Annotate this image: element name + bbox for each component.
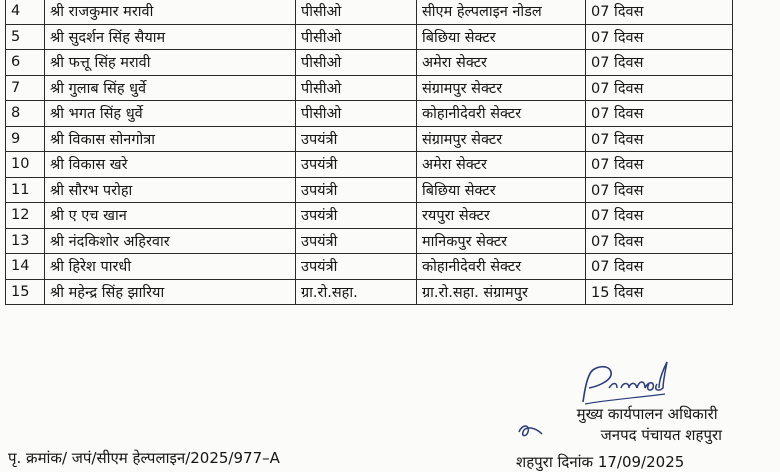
assigned-sector-cell: बिछिया सेक्टर: [417, 177, 586, 203]
table-row: [6, 279, 733, 305]
assigned-sector-cell: अमेरा सेक्टर: [417, 50, 586, 76]
designation-cell: उपयंत्री: [296, 177, 417, 203]
designation-cell: पीसीओ: [296, 50, 417, 76]
designation-cell: उपयंत्री: [296, 152, 417, 178]
assigned-sector-cell: कोहानीदेवरी सेक्टर: [417, 254, 586, 280]
roster-body: [6, 0, 733, 305]
officer-name-cell: श्री विकास खरे: [45, 152, 296, 178]
document-date: शहपुरा दिनांक 17/09/2025: [516, 453, 685, 471]
serial-number-cell: 7: [6, 75, 45, 101]
duration-cell: 07 दिवस: [586, 126, 733, 152]
duration-cell: 07 दिवस: [586, 254, 733, 280]
table-row: [6, 50, 733, 76]
designation-cell: उपयंत्री: [296, 254, 417, 280]
assigned-sector-cell: अमेरा सेक्टर: [417, 152, 586, 178]
officer-name-cell: श्री सौरभ परोहा: [45, 177, 296, 203]
table-row: [6, 228, 733, 254]
duration-cell: 07 दिवस: [586, 177, 733, 203]
table-row: [6, 101, 733, 127]
designation-cell: ग्रा.रो.सहा.: [296, 279, 417, 305]
assigned-sector-cell: मानिकपुर सेक्टर: [417, 228, 586, 254]
reference-number: पृ. क्रमांक/ जपं/सीएम हेल्पलाइन/2025/977–A: [8, 449, 280, 467]
assigned-sector-cell: सीएम हेल्पलाइन नोडल: [417, 0, 586, 24]
table-row: [6, 177, 733, 203]
officer-name-cell: श्री गुलाब सिंह धुर्वे: [45, 75, 296, 101]
officer-name-cell: श्री नंदकिशोर अहिरवार: [45, 228, 296, 254]
officer-name-cell: श्री सुदर्शन सिंह सैयाम: [45, 24, 296, 50]
duration-cell: 07 दिवस: [586, 50, 733, 76]
officer-name-cell: श्री महेन्द्र सिंह झारिया: [45, 279, 296, 305]
duration-cell: 15 दिवस: [586, 279, 733, 305]
assigned-sector-cell: संग्रामपुर सेक्टर: [417, 75, 586, 101]
designation-cell: उपयंत्री: [296, 126, 417, 152]
officer-name-cell: श्री हिरेश पारधी: [45, 254, 296, 280]
signatory-designation: मुख्य कार्यपालन अधिकारी: [576, 405, 718, 423]
designation-cell: पीसीओ: [296, 24, 417, 50]
serial-number-cell: 14: [6, 254, 45, 280]
officer-name-cell: श्री भगत सिंह धुर्वे: [45, 101, 296, 127]
duty-roster-table: [5, 0, 733, 305]
table-row: [6, 254, 733, 280]
designation-cell: उपयंत्री: [296, 203, 417, 229]
assigned-sector-cell: बिछिया सेक्टर: [417, 24, 586, 50]
table-row: [6, 152, 733, 178]
duration-cell: 07 दिवस: [586, 152, 733, 178]
serial-number-cell: 10: [6, 152, 45, 178]
serial-number-cell: 15: [6, 279, 45, 305]
assigned-sector-cell: रयपुरा सेक्टर: [417, 203, 586, 229]
duration-cell: 07 दिवस: [586, 203, 733, 229]
table-row: [6, 203, 733, 229]
assigned-sector-cell: कोहानीदेवरी सेक्टर: [417, 101, 586, 127]
designation-cell: पीसीओ: [296, 101, 417, 127]
duration-cell: 07 दिवस: [586, 75, 733, 101]
serial-number-cell: 13: [6, 228, 45, 254]
officer-name-cell: श्री फत्तू सिंह मरावी: [45, 50, 296, 76]
duration-cell: 07 दिवस: [586, 101, 733, 127]
duration-cell: 07 दिवस: [586, 24, 733, 50]
designation-cell: पीसीओ: [296, 75, 417, 101]
designation-cell: पीसीओ: [296, 0, 417, 24]
signature-block: [577, 404, 722, 446]
serial-number-cell: 9: [6, 126, 45, 152]
serial-number-cell: 6: [6, 50, 45, 76]
table-row: [6, 75, 733, 101]
signatory-office: जनपद पंचायत शहपुरा: [600, 426, 722, 444]
serial-number-cell: 8: [6, 101, 45, 127]
serial-number-cell: 12: [6, 203, 45, 229]
serial-number-cell: 11: [6, 177, 45, 203]
designation-cell: उपयंत्री: [296, 228, 417, 254]
initial-tick-mark: [516, 420, 546, 442]
assigned-sector-cell: संग्रामपुर सेक्टर: [417, 126, 586, 152]
serial-number-cell: 5: [6, 24, 45, 50]
officer-name-cell: श्री ए एच खान: [45, 203, 296, 229]
officer-name-cell: श्री विकास सोनगोत्रा: [45, 126, 296, 152]
assigned-sector-cell: ग्रा.रो.सहा. संग्रामपुर: [417, 279, 586, 305]
table-row: [6, 126, 733, 152]
table-row: [6, 24, 733, 50]
duration-cell: 07 दिवस: [586, 228, 733, 254]
serial-number-cell: 4: [6, 0, 45, 24]
table-row: [6, 0, 733, 24]
officer-name-cell: श्री राजकुमार मरावी: [45, 0, 296, 24]
duration-cell: 07 दिवस: [586, 0, 733, 24]
